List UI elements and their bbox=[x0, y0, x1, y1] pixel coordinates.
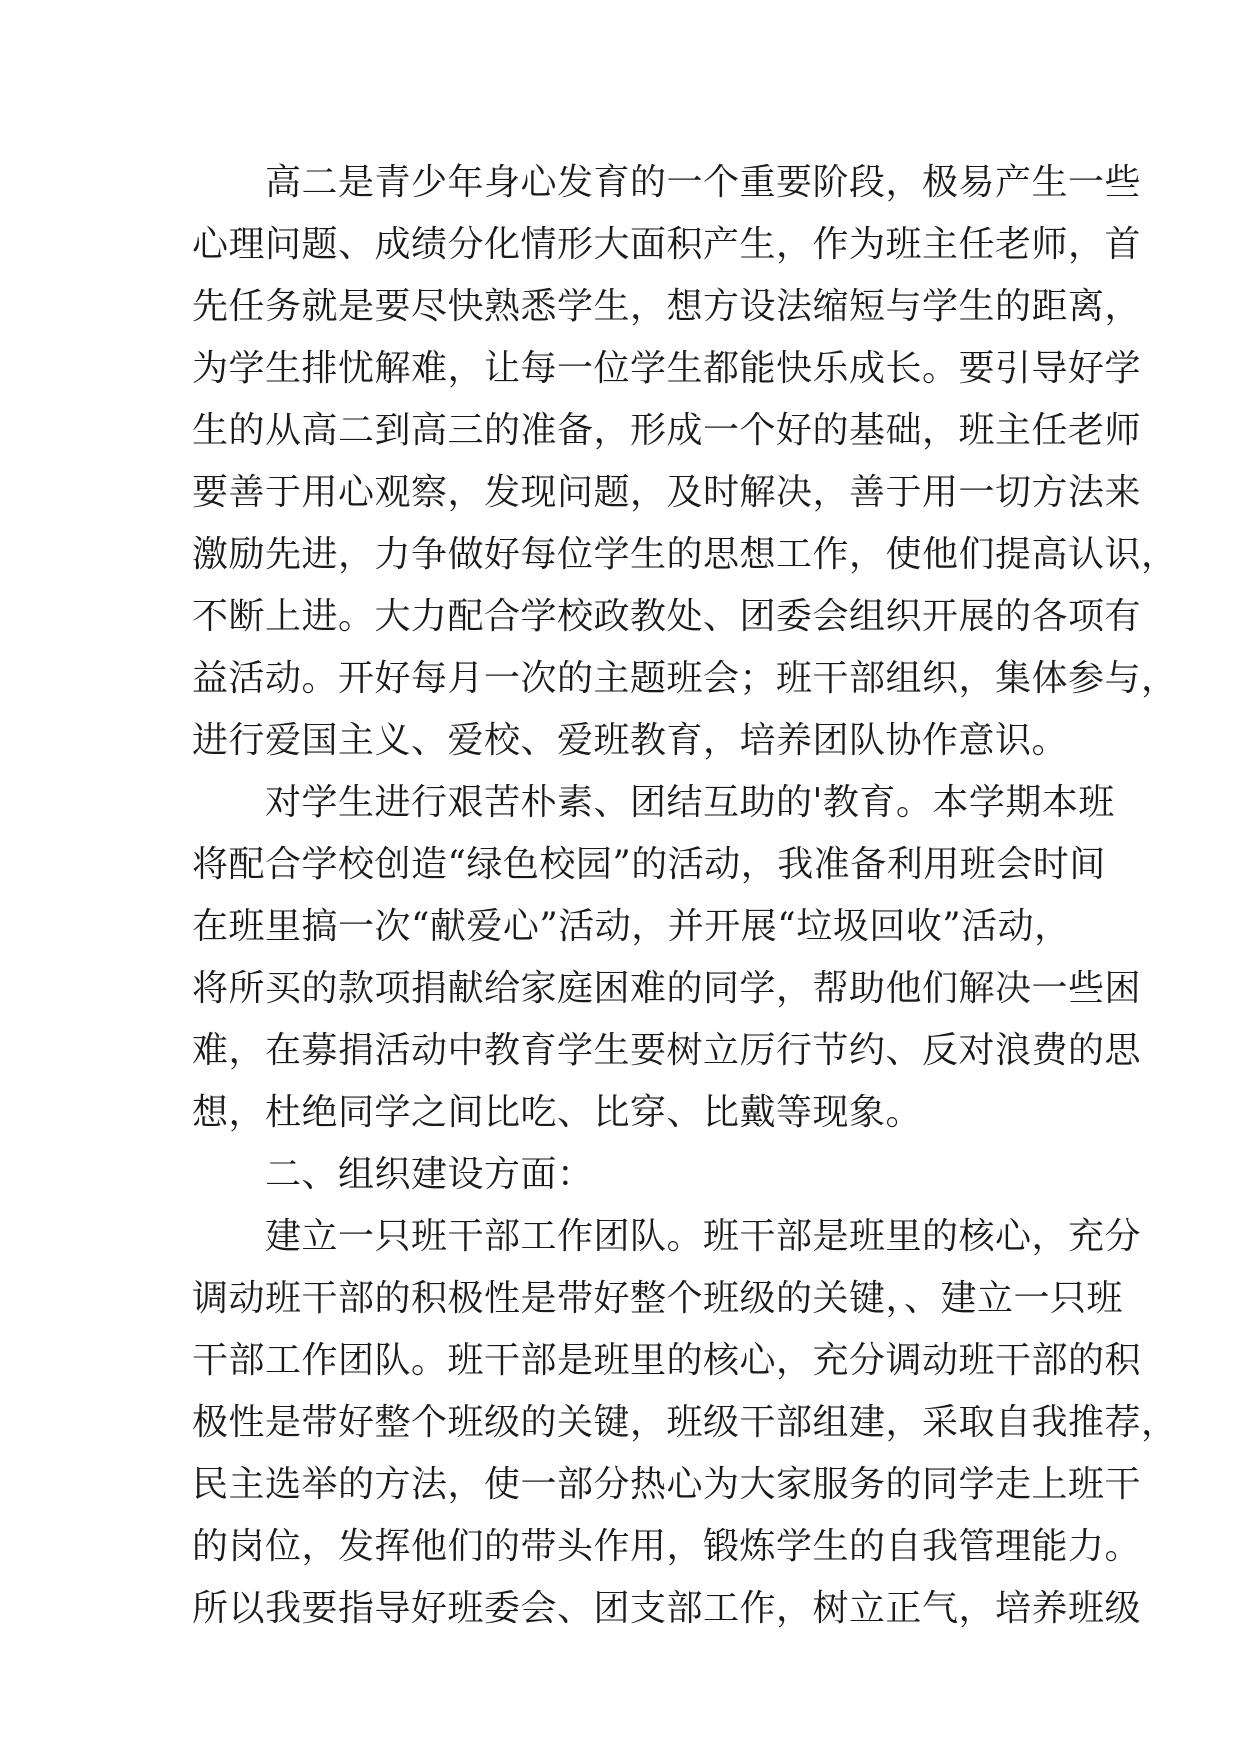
body-text bbox=[192, 152, 1178, 1640]
text-line: 高二是青少年身心发育的一个重要阶段，极易产生一些 bbox=[192, 162, 1142, 203]
text-line: 对学生进行艰苦朴素、团结互助的'教育。本学期本班 bbox=[192, 782, 1115, 823]
text-line: 的岗位，发挥他们的带头作用，锻炼学生的自我管理能力。 bbox=[192, 1526, 1142, 1567]
text-line: 民主选举的方法，使一部分热心为大家服务的同学走上班干 bbox=[192, 1464, 1142, 1505]
text-line: 想，杜绝同学之间比吃、比穿、比戴等现象。 bbox=[192, 1092, 923, 1133]
text-line: 建立一只班干部工作团队。班干部是班里的核心，充分 bbox=[192, 1216, 1142, 1257]
text-line: 难，在募捐活动中教育学生要树立厉行节约、反对浪费的思 bbox=[192, 1030, 1142, 1071]
text-line: 先任务就是要尽快熟悉学生，想方设法缩短与学生的距离， bbox=[192, 286, 1142, 327]
text-line: 进行爱国主义、爱校、爱班教育，培养团队协作意识。 bbox=[192, 720, 1069, 761]
text-line: 在班里搞一次“献爱心”活动，并开展“垃圾回收”活动， bbox=[192, 906, 1071, 947]
text-line: 要善于用心观察，发现问题，及时解决，善于用一切方法来 bbox=[192, 472, 1142, 513]
text-line: 心理问题、成绩分化情形大面积产生，作为班主任老师，首 bbox=[192, 224, 1142, 265]
text-line: 益活动。开好每月一次的主题班会；班干部组织，集体参与， bbox=[192, 658, 1178, 699]
text-line: 激励先进，力争做好每位学生的思想工作，使他们提高认识， bbox=[192, 534, 1178, 575]
text-line: 将所买的款项捐献给家庭困难的同学，帮助他们解决一些困 bbox=[192, 968, 1142, 1009]
text-line: 不断上进。大力配合学校政教处、团委会组织开展的各项有 bbox=[192, 596, 1142, 637]
text-line: 将配合学校创造“绿色校园”的活动，我准备利用班会时间 bbox=[192, 844, 1106, 885]
text-line: 调动班干部的积极性是带好整个班级的关键，、建立一只班 bbox=[192, 1278, 1124, 1319]
text-line: 生的从高二到高三的准备，形成一个好的基础，班主任老师 bbox=[192, 410, 1142, 451]
text-line: 极性是带好整个班级的关键，班级干部组建，采取自我推荐， bbox=[192, 1402, 1178, 1443]
text-line: 所以我要指导好班委会、团支部工作，树立正气，培养班级 bbox=[192, 1588, 1142, 1629]
text-line: 干部工作团队。班干部是班里的核心，充分调动班干部的积 bbox=[192, 1340, 1142, 1381]
text-line: 为学生排忧解难，让每一位学生都能快乐成长。要引导好学 bbox=[192, 348, 1142, 389]
section-heading: 二、组织建设方面： bbox=[192, 1154, 594, 1195]
